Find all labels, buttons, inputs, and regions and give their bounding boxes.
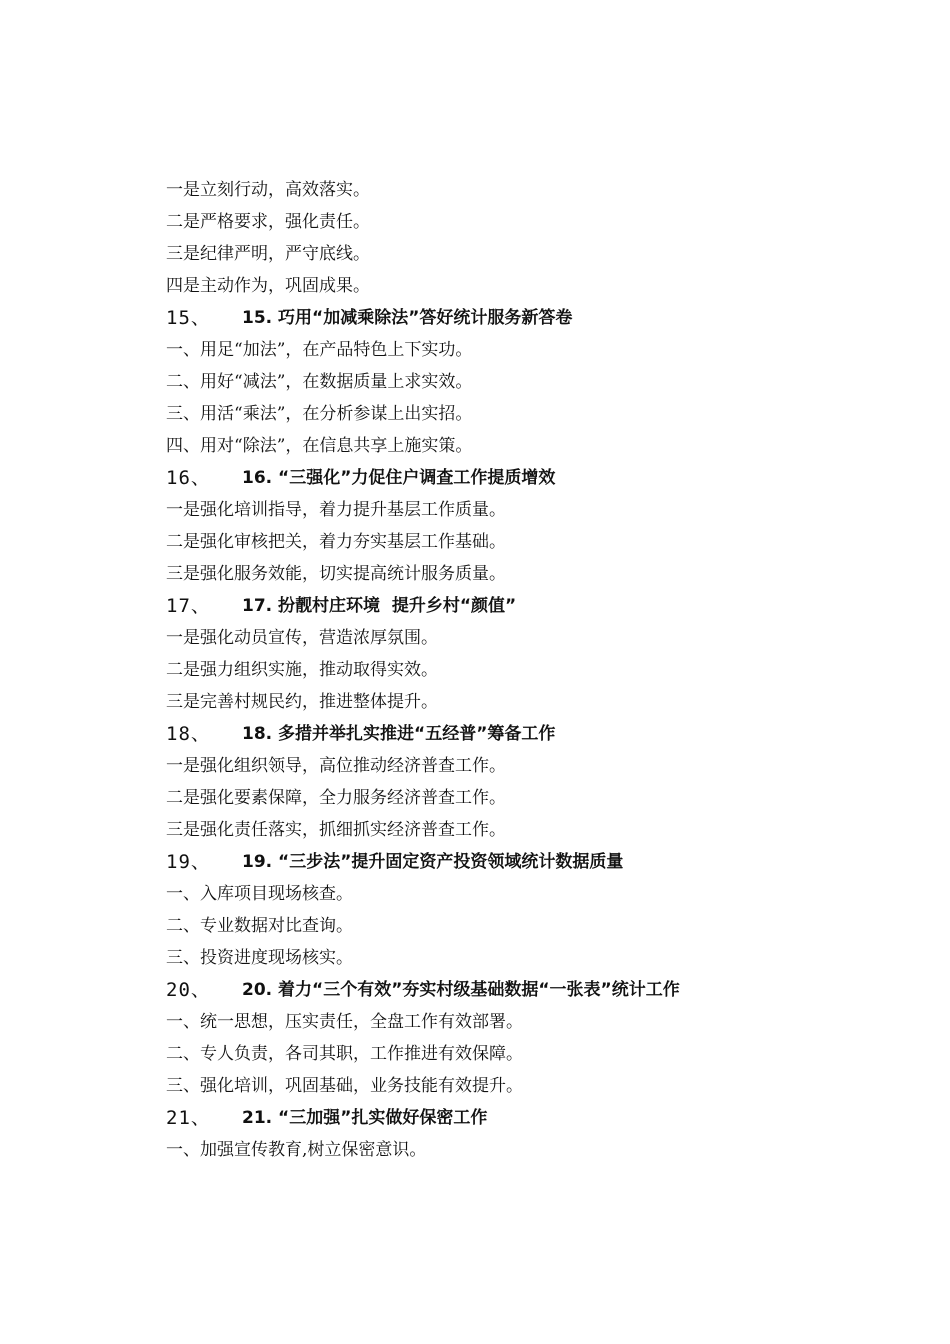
- section-line: 三是强化责任落实，抓细抓实经济普查工作。: [166, 820, 506, 840]
- section-line: 二、专人负责，各司其职，工作推进有效保障。: [166, 1044, 523, 1064]
- section-heading-16: [166, 462, 886, 494]
- intro-line: 二是严格要求，强化责任。: [166, 212, 370, 232]
- section-line: 一、加强宣传教育,树立保密意识。: [166, 1140, 427, 1160]
- section-title: 18. 多措并举扎实推进“五经普”筹备工作: [242, 724, 556, 744]
- section-number: 16、: [166, 467, 211, 489]
- section-title: 21. “三加强”扎实做好保密工作: [242, 1108, 488, 1128]
- section-title: 16. “三强化”力促住户调查工作提质增效: [242, 468, 556, 488]
- section-line: 三、用活“乘法”，在分析参谋上出实招。: [166, 404, 473, 424]
- section-number: 21、: [166, 1107, 211, 1129]
- section-heading-15: [166, 302, 886, 334]
- section-line: 三是强化服务效能，切实提高统计服务质量。: [166, 564, 506, 584]
- section-heading-17: [166, 590, 886, 622]
- section-line: 一、统一思想，压实责任，全盘工作有效部署。: [166, 1012, 523, 1032]
- section-heading-21: [166, 1102, 886, 1134]
- section-title: 20. 着力“三个有效”夯实村级基础数据“一张表”统计工作: [242, 980, 680, 1000]
- section-number: 18、: [166, 723, 211, 745]
- section-number: 17、: [166, 595, 211, 617]
- document-body: [166, 174, 886, 1166]
- section-line: 二是强力组织实施，推动取得实效。: [166, 660, 438, 680]
- section-line: 一是强化培训指导，着力提升基层工作质量。: [166, 500, 506, 520]
- section-line: 三、强化培训，巩固基础，业务技能有效提升。: [166, 1076, 523, 1096]
- section-line: 一是强化组织领导，高位推动经济普查工作。: [166, 756, 506, 776]
- section-title: 17. 扮靓村庄环境 提升乡村“颜值”: [242, 596, 517, 616]
- section-line: 三是完善村规民约，推进整体提升。: [166, 692, 438, 712]
- section-line: 二是强化要素保障，全力服务经济普查工作。: [166, 788, 506, 808]
- section-number: 20、: [166, 979, 211, 1001]
- section-line: 二是强化审核把关，着力夯实基层工作基础。: [166, 532, 506, 552]
- section-number: 19、: [166, 851, 211, 873]
- section-heading-20: [166, 974, 886, 1006]
- section-heading-18: [166, 718, 886, 750]
- section-line: 一、入库项目现场核查。: [166, 884, 353, 904]
- section-title: 19. “三步法”提升固定资产投资领域统计数据质量: [242, 852, 624, 872]
- intro-line: 四是主动作为，巩固成果。: [166, 276, 370, 296]
- section-line: 一是强化动员宣传，营造浓厚氛围。: [166, 628, 438, 648]
- section-title: 15. 巧用“加减乘除法”答好统计服务新答卷: [242, 308, 573, 328]
- intro-line: 三是纪律严明，严守底线。: [166, 244, 370, 264]
- section-number: 15、: [166, 307, 211, 329]
- section-line: 四、用对“除法”，在信息共享上施实策。: [166, 436, 473, 456]
- section-heading-19: [166, 846, 886, 878]
- section-line: 一、用足“加法”，在产品特色上下实功。: [166, 340, 473, 360]
- section-line: 二、专业数据对比查询。: [166, 916, 353, 936]
- section-line: 二、用好“减法”，在数据质量上求实效。: [166, 372, 473, 392]
- intro-line: 一是立刻行动，高效落实。: [166, 180, 370, 200]
- section-line: 三、投资进度现场核实。: [166, 948, 353, 968]
